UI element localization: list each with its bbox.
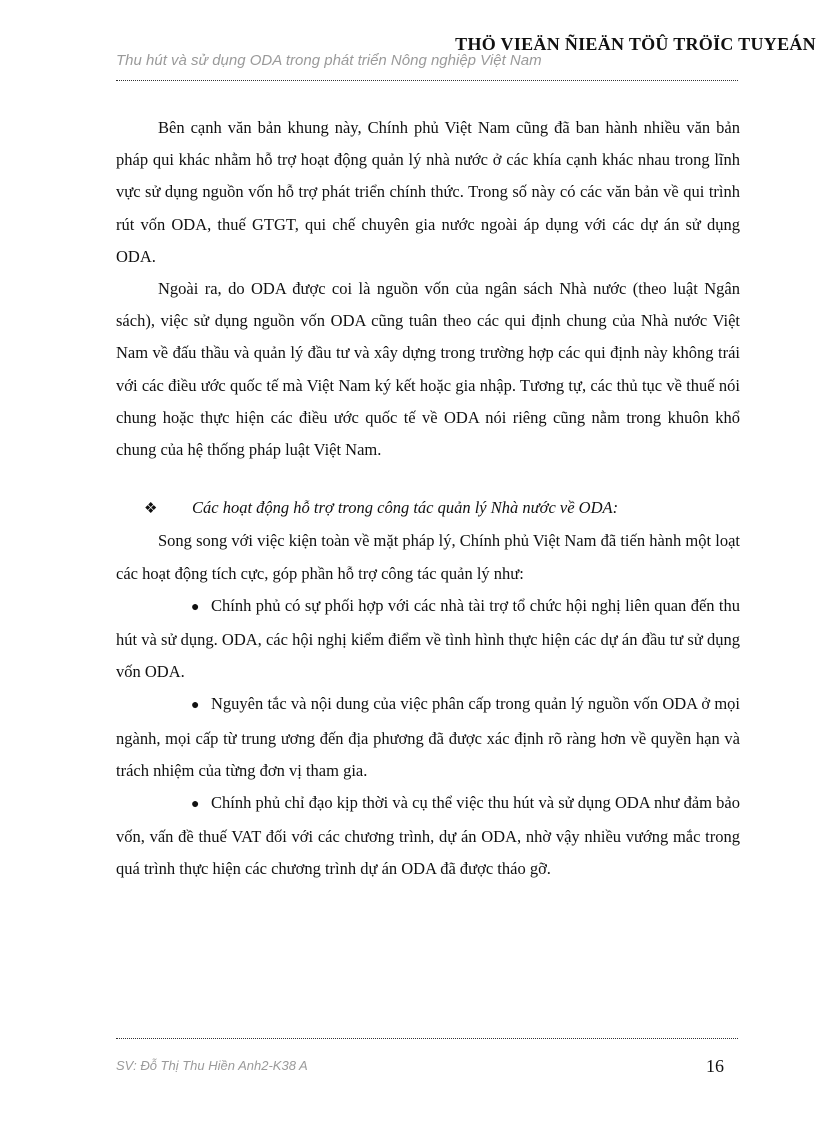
bullet-text: Nguyên tắc và nội dung của việc phân cấp trong quản lý nguồn vốn ODA ở mọi ngành, mọi cấp từ trung ương đến địa phương đã được xác định rõ ràng hơn về quyền hạn và trách nhiệm của từng đơn vị tham gia. [116,694,740,780]
bullet-text: Chính phủ có sự phối hợp với các nhà tài trợ tổ chức hội nghị liên quan đến thu hút và sử dụng. ODA, các hội nghị kiểm điểm về tình hình thực hiện các dự án đầu tư sử dụng vốn ODA. [116,595,740,682]
section-heading [116,492,740,525]
bullet-text: Chính phủ chỉ đạo kịp thời và cụ thể việc thu hút và sử dụng ODA như đảm bảo vốn, vấn đề thuế VAT đối với các chương trình, dự án ODA, nhờ vậy nhiều vướng mắc trong quá trình thực hiện các chương trình dự án ODA đã được tháo gỡ. [116,793,740,879]
footer-author: SV: Đỗ Thị Thu Hiền Anh2-K38 A [116,1058,308,1073]
header-divider [116,80,738,81]
footer-divider [116,1038,738,1039]
paragraph-1: Bên cạnh văn bản khung này, Chính phủ Việt Nam cũng đã ban hành nhiều văn bản pháp qui khác nhằm hỗ trợ hoạt động quản lý nhà nước ở các khía cạnh khác nhau trong lĩnh vực sử dụng nguồn vốn hỗ trợ phát triển chính thức. Trong số này có các văn bản về qui trình rút vốn ODA, thuế GTGT, qui chế chuyên gia nước ngoài áp dụng với các dự án sử dụng ODA. [116,118,740,266]
section-heading-text: Các hoạt động hỗ trợ trong công tác quản lý Nhà nước về ODA: [192,498,619,518]
bullet-dot-icon: ● [191,797,200,813]
bullet-item [116,688,740,787]
bullet-dot-icon: ● [191,698,200,714]
paragraph-2: Ngoài ra, do ODA được coi là nguồn vốn của ngân sách Nhà nước (theo luật Ngân sách), việc sử dụng nguồn vốn ODA cũng tuân theo các qui định chung của Nhà nước Việt Nam về đấu thầu và quản lý đầu tư và xây dựng trong trường hợp các qui định này không trái với các điều ước quốc tế mà Việt Nam ký kết hoặc gia nhập. Tương tự, các thủ tục về thuế nói chung hoặc thực hiện các điều ước quốc tế về ODA nói riêng cũng nằm trong khuôn khổ chung của hệ thống pháp luật Việt Nam. [116,279,740,460]
page-number: 16 [706,1056,724,1076]
watermark-text: THÖ VIEÄN ÑIEÄN TÖÛ TRÖÏC TUYEÁN [455,34,816,54]
diamond-bullet-icon: ❖ [144,501,158,518]
bullet-item [116,787,740,886]
page-body [116,112,740,886]
bullet-item [116,590,740,689]
paragraph-3: Song song với việc kiện toàn về mặt pháp lý, Chính phủ Việt Nam đã tiến hành một loạt các hoạt động tích cực, góp phần hỗ trợ công tác quản lý như: [116,531,740,583]
bullet-dot-icon: ● [191,599,200,615]
running-title: Thu hút và sử dụng ODA trong phát triển Nông nghiệp Việt Nam [116,52,542,69]
